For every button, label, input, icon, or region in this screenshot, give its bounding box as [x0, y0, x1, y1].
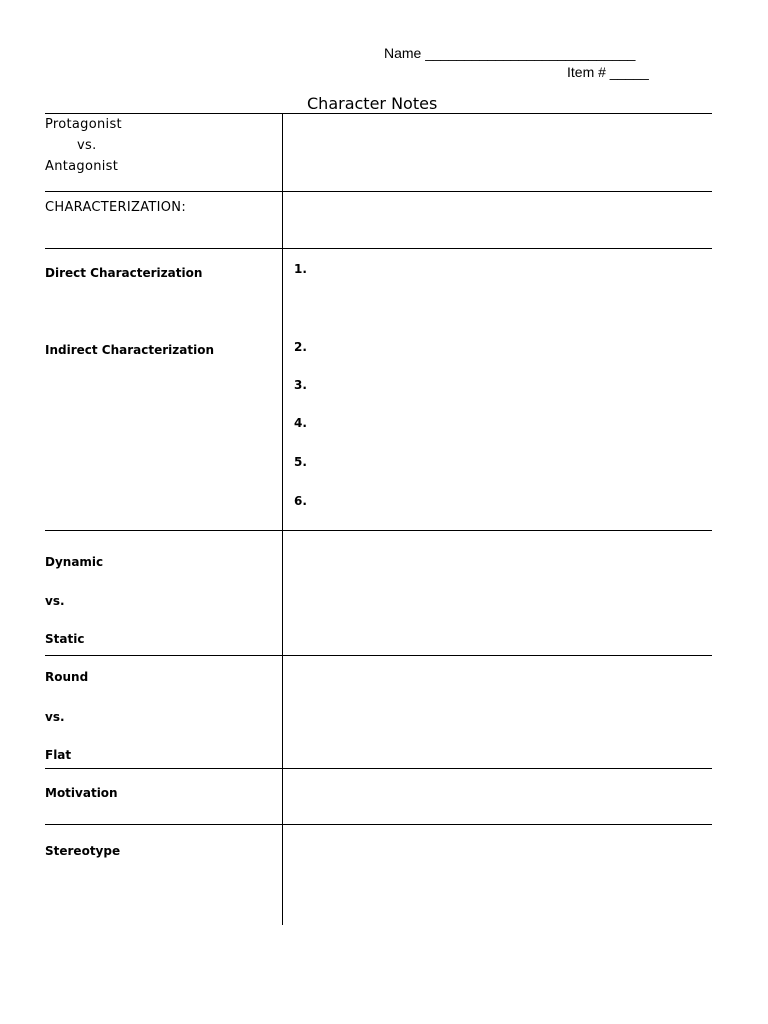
label-indirect-characterization: Indirect Characterization [45, 343, 214, 357]
number-item: 4. [294, 416, 307, 430]
row-divider [45, 530, 712, 531]
row-divider [45, 248, 712, 249]
label-protagonist: Protagonist [45, 117, 122, 132]
number-item: 1. [294, 262, 307, 276]
label-protagonist-vs: vs. [77, 138, 97, 153]
row-divider [45, 768, 712, 769]
table-top-border [45, 113, 712, 114]
label-characterization: CHARACTERIZATION: [45, 200, 187, 215]
number-item: 2. [294, 340, 307, 354]
page-title: Character Notes [307, 94, 438, 113]
column-divider [282, 113, 283, 925]
label-static: Static [45, 632, 85, 646]
label-antagonist: Antagonist [45, 159, 119, 174]
label-motivation: Motivation [45, 786, 118, 800]
label-stereotype: Stereotype [45, 844, 121, 858]
label-round: Round [45, 670, 89, 684]
name-field-label: Name ___________________________ [384, 45, 636, 61]
row-divider [45, 655, 712, 656]
label-round-vs: vs. [45, 710, 65, 724]
row-divider [45, 824, 712, 825]
label-flat: Flat [45, 748, 72, 762]
number-item: 3. [294, 378, 307, 392]
label-dynamic: Dynamic [45, 555, 104, 569]
row-divider [45, 191, 712, 192]
number-item: 6. [294, 494, 307, 508]
label-direct-characterization: Direct Characterization [45, 266, 203, 280]
label-dynamic-vs: vs. [45, 594, 65, 608]
item-number-label: Item # _____ [567, 64, 649, 80]
number-item: 5. [294, 455, 307, 469]
